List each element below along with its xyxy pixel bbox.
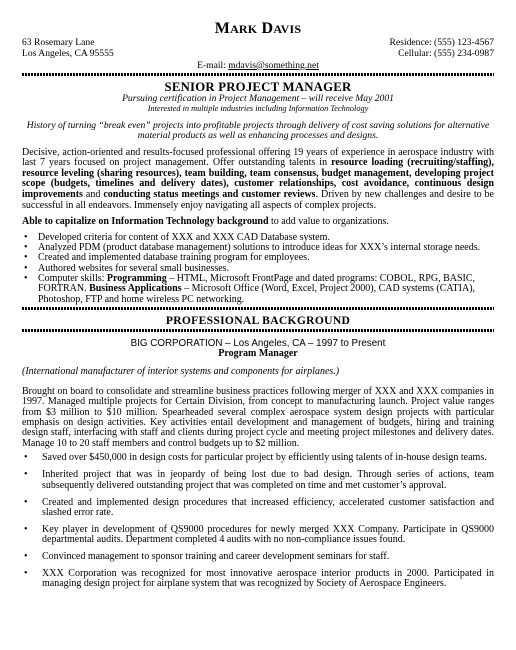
- list-item: • Key player in development of QS9000 procedures for newly merged XXX Company. Participate in QS9000 departmental audits. Department completed 4 audits with no non-compliance issues found.: [22, 525, 494, 546]
- list-item: • Inherited project that was in jeopardy of being lost due to bad design. Through series of actions, team subsequently delivered outstanding project that was completed on time and met customer’s approval.: [22, 470, 494, 491]
- email-label: E-mail:: [197, 59, 229, 71]
- skills-business-label: Business Applications: [89, 283, 182, 295]
- summary-text-c: and: [82, 188, 104, 200]
- certification-note: Pursuing certification in Project Management – will receive May 2001: [122, 93, 394, 105]
- residence-phone: Residence: (555) 123-4567: [389, 37, 494, 48]
- address-line2: Los Angeles, CA 95555: [22, 48, 114, 60]
- list-item: • Authored websites for several small businesses.: [22, 264, 494, 274]
- summary-meetings: conducting status meetings and customer reviews: [103, 188, 316, 200]
- list-item: • Analyzed PDM (product database management) solutions to introduce ideas for XXX’s internal storage needs.: [22, 243, 494, 253]
- professional-background-heading: PROFESSIONAL BACKGROUND: [165, 313, 351, 327]
- company-line: BIG CORPORATION – Los Angeles, CA – 1997 to Present: [130, 337, 386, 349]
- summary-paragraph: [22, 148, 494, 212]
- list-item: • Convinced management to sponsor training and career development seminars for staff.: [22, 552, 494, 562]
- achievement-list: [22, 453, 494, 590]
- name-initial-last: D: [261, 20, 274, 37]
- address-line1: 63 Rosemary Lane: [22, 37, 95, 48]
- it-bullet-list: [22, 233, 494, 305]
- contact-row-2: [22, 48, 494, 59]
- job-title: Program Manager: [218, 347, 298, 359]
- name-rest-last: AVIS: [273, 22, 302, 36]
- list-item: • Saved over $450,000 in design costs for particular project by efficiently using talents of in-house design teams.: [22, 453, 494, 463]
- list-item: • Created and implemented database training program for employees.: [22, 253, 494, 263]
- section-divider-2: [22, 329, 494, 332]
- name-rest-first: ARK: [230, 22, 258, 36]
- it-statement-bold: Able to capitalize on Information Technology background: [22, 216, 269, 228]
- cellular-phone: Cellular: (555) 234-0987: [398, 48, 494, 60]
- candidate-name: [22, 0, 494, 37]
- name-initial-first: M: [214, 20, 231, 37]
- email-line: [22, 60, 494, 71]
- company-description: (International manufacturer of interior systems and components for airplanes.): [22, 365, 340, 377]
- history-statement: History of turning “break even” projects into profitable projects through delivery of cost saving solutions for alternative material products as well as enhancing processes and designs.: [26, 119, 490, 141]
- skills-programming: – HTML, Microsoft FrontPage and dated programs: COBOL, RPG, BASIC, FORTRAN.: [38, 272, 476, 295]
- list-item-computer-skills: [22, 274, 494, 305]
- email-link[interactable]: mdavis@something.net: [228, 59, 319, 71]
- summary-text-a: Decisive, action-oriented and results-focused professional offering 19 years of experience in aerospace industry with last 7 years focused on project management. Offer outstanding talents in: [22, 146, 494, 169]
- industries-note: Interested in multiple industries including Information Technology: [147, 103, 369, 113]
- skills-programming-label: Programming: [106, 272, 167, 284]
- header-divider: [22, 73, 494, 76]
- skills-business: – Microsoft Office (Word, Excel, Project 2000), CAD systems (CATIA), Photoshop, FTP and home wireless PC networking.: [38, 283, 476, 305]
- list-item: • Created and implemented design procedures that increased efficiency, accelerated customer satisfaction and slashed error rate.: [22, 498, 494, 519]
- list-item: • XXX Corporation was recognized for most innovative aerospace interior products in 2000. Participated in managing design project for airplane system that was recognized by Society of Aerospace Engineers.: [22, 569, 494, 590]
- role-summary: Brought on board to consolidate and streamline business practices following merger of XXX and XXX companies in 1997. Managed multiple projects for Certain Division, from concept to manufacturing launch. Project value ranges from $3 million to $10 million. Spearheaded several complex aerospace system design projects with particular emphasis on design activities. Key activities entail development and management of budgets, hiring and training design staff, interfacing with staff and clients during project cycle and meeting project milestones and delivery dates. Manage 10 to 20 staff members and control budgets up to $2 million.: [22, 385, 494, 449]
- contact-row-1: [22, 37, 494, 48]
- skills-label: Computer skills:: [38, 272, 107, 284]
- it-statement-rest: to add value to organizations.: [268, 216, 389, 228]
- section-divider: [22, 307, 494, 310]
- profile-title: SENIOR PROJECT MANAGER: [164, 80, 352, 95]
- summary-text-e: . Driven by new challenges and desire to be successful in all endeavors. Immensely enjoy navigating all aspects of complex projects.: [22, 188, 494, 211]
- it-statement: [22, 217, 494, 228]
- list-item: • Developed criteria for content of XXX and XXX CAD Database system.: [22, 233, 494, 243]
- summary-skills: resource loading (recruiting/staffing), resource leveling (sharing resources), team building, team consensus, budget management, developing project scope (budgets, timelines and delivery dates), customer relationships, cost avoidance, continuous design improvements: [22, 157, 494, 200]
